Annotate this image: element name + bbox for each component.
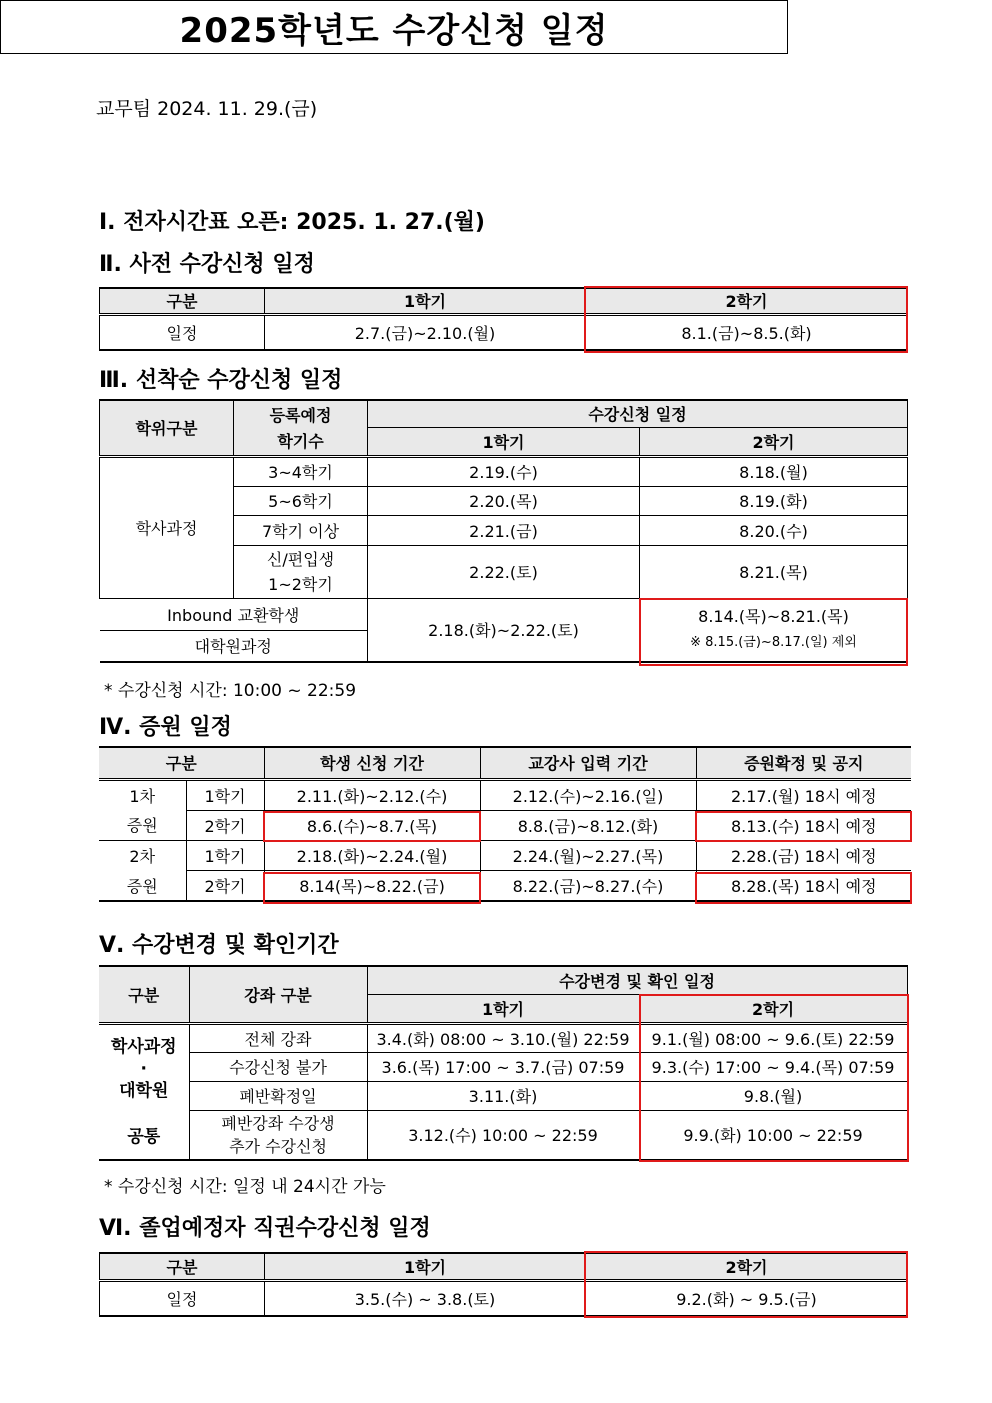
col-header: 2학기: [586, 1253, 908, 1280]
graduate-registration-table: [99, 1252, 908, 1317]
col-header: 구분: [100, 288, 265, 314]
table-cell: 증원: [99, 870, 186, 901]
table-cell: 2.21.(금): [368, 515, 640, 545]
table-cell: 2차: [99, 840, 186, 870]
pre-registration-table: [99, 287, 908, 351]
cell-line: ·: [140, 1058, 147, 1079]
table-cell: 9.2.(화) ~ 9.5.(금): [586, 1280, 908, 1316]
table-cell: 9.3.(수) 17:00 ~ 9.4.(목) 07:59: [639, 1052, 907, 1081]
table-cell: 2.28.(금) 18시 예정: [696, 840, 911, 870]
col-header: 학위구분: [100, 400, 234, 456]
table-cell: [234, 545, 368, 598]
table-cell: 1학기: [186, 779, 264, 810]
col-header: 학기수: [234, 427, 368, 456]
table-cell: 일정: [100, 1280, 265, 1316]
table-cell: 일정: [100, 314, 265, 350]
section-1-heading: Ⅰ. 전자시간표 오픈: 2025. 1. 27.(월): [99, 210, 485, 235]
table-cell: 8.22.(금)~8.27.(수): [480, 870, 696, 901]
table-cell: 학사과정: [100, 456, 234, 598]
table-cell: 2.18.(화)~2.24.(월): [264, 840, 480, 870]
cell-line: 8.14.(목)~8.21.(목): [698, 606, 849, 626]
col-header: 학생 신청 기간: [264, 747, 480, 779]
table-cell: 수강신청 불가: [189, 1052, 367, 1081]
table-cell: 전체 강좌: [189, 1023, 367, 1052]
table-cell: 7학기 이상: [234, 515, 368, 545]
table-cell: 9.9.(화) 10:00 ~ 22:59: [639, 1110, 907, 1160]
cell-line: 1~2학기: [268, 574, 333, 594]
col-header: 2학기: [586, 288, 908, 314]
col-header: 2학기: [640, 427, 908, 456]
table-cell: 8.28.(목) 18시 예정: [696, 870, 911, 901]
table-cell: 3.4.(화) 08:00 ~ 3.10.(월) 22:59: [367, 1023, 639, 1052]
table-cell: 2.19.(수): [368, 456, 640, 486]
cell-line: 폐반강좌 수강생: [221, 1113, 335, 1133]
table-cell: [189, 1110, 367, 1160]
table-cell: 3.6.(목) 17:00 ~ 3.7.(금) 07:59: [367, 1052, 639, 1081]
increase-schedule-table: [99, 746, 911, 902]
table-cell: 3.5.(수) ~ 3.8.(토): [265, 1280, 586, 1316]
cell-note: ※ 8.15.(금)~8.17.(일) 제외: [690, 634, 857, 650]
col-header: 1학기: [265, 1253, 586, 1280]
table-cell: 5~6학기: [234, 486, 368, 515]
col-header: 1학기: [367, 994, 639, 1023]
col-header: 1학기: [368, 427, 640, 456]
cell-line: 공통: [127, 1126, 161, 1147]
section-6-heading: Ⅵ. 졸업예정자 직권수강신청 일정: [99, 1216, 431, 1241]
section-2-heading: Ⅱ. 사전 수강신청 일정: [99, 252, 315, 277]
first-come-registration-table: [99, 399, 908, 663]
section-5-heading: Ⅴ. 수강변경 및 확인기간: [99, 933, 339, 958]
table-cell: [99, 1023, 189, 1160]
table-cell: 3.12.(수) 10:00 ~ 22:59: [367, 1110, 639, 1160]
table-cell: 2학기: [186, 810, 264, 840]
page-title: 2025학년도 수강신청 일정: [0, 0, 788, 54]
table-cell: 8.19.(화): [640, 486, 908, 515]
table-cell: 1학기: [186, 840, 264, 870]
table-cell: 3~4학기: [234, 456, 368, 486]
table-cell: 8.8.(금)~8.12.(화): [480, 810, 696, 840]
table-cell: 2학기: [186, 870, 264, 901]
col-header: 구분: [100, 1253, 265, 1280]
section-3-heading: Ⅲ. 선착순 수강신청 일정: [99, 368, 343, 393]
table-cell: 8.21.(목): [640, 545, 908, 598]
table-cell: 8.18.(월): [640, 456, 908, 486]
section-3-note: * 수강신청 시간: 10:00 ~ 22:59: [104, 681, 357, 701]
cell-line: 대학원: [119, 1080, 169, 1101]
col-header: 증원확정 및 공지: [696, 747, 911, 779]
table-cell: 1차: [99, 779, 186, 810]
col-header: 등록예정: [234, 400, 368, 427]
table-cell: 폐반확정일: [189, 1081, 367, 1110]
section-5-note: * 수강신청 시간: 일정 내 24시간 가능: [104, 1177, 386, 1197]
col-header: 교강사 입력 기간: [480, 747, 696, 779]
table-cell: Inbound 교환학생: [100, 598, 368, 630]
col-header: 강좌 구분: [189, 966, 367, 1023]
table-cell: 9.1.(월) 08:00 ~ 9.6.(토) 22:59: [639, 1023, 907, 1052]
table-cell: 8.13.(수) 18시 예정: [696, 810, 911, 840]
col-header: 수강신청 일정: [368, 400, 908, 427]
col-header: 수강변경 및 확인 일정: [367, 966, 907, 994]
change-period-table: [99, 965, 908, 1161]
table-cell: 2.17.(월) 18시 예정: [696, 779, 911, 810]
table-cell: 2.22.(토): [368, 545, 640, 598]
table-cell: 증원: [99, 810, 186, 840]
table-cell: 3.11.(화): [367, 1081, 639, 1110]
table-cell: 2.11.(화)~2.12.(수): [264, 779, 480, 810]
dept-date: 교무팀 2024. 11. 29.(금): [96, 98, 318, 120]
table-cell: 9.8.(월): [639, 1081, 907, 1110]
cell-line: 추가 수강신청: [229, 1136, 327, 1156]
col-header: 2학기: [639, 994, 907, 1023]
col-header: 1학기: [265, 288, 586, 314]
table-cell: 8.14(목)~8.22.(금): [264, 870, 480, 901]
table-cell: 2.20.(목): [368, 486, 640, 515]
table-cell: [640, 598, 908, 662]
table-cell: 8.1.(금)~8.5.(화): [586, 314, 908, 350]
table-cell: 2.12.(수)~2.16.(일): [480, 779, 696, 810]
table-cell: 8.20.(수): [640, 515, 908, 545]
section-4-heading: Ⅳ. 증원 일정: [99, 715, 232, 740]
table-cell: 대학원과정: [100, 630, 368, 662]
table-cell: 2.7.(금)~2.10.(월): [265, 314, 586, 350]
cell-line: 학사과정: [110, 1036, 177, 1057]
table-cell: 2.18.(화)~2.22.(토): [368, 598, 640, 662]
table-cell: 8.6.(수)~8.7.(목): [264, 810, 480, 840]
table-cell: 2.24.(월)~2.27.(목): [480, 840, 696, 870]
col-header: 구분: [99, 966, 189, 1023]
cell-line: 신/편입생: [266, 549, 335, 569]
col-header: 구분: [99, 747, 264, 779]
